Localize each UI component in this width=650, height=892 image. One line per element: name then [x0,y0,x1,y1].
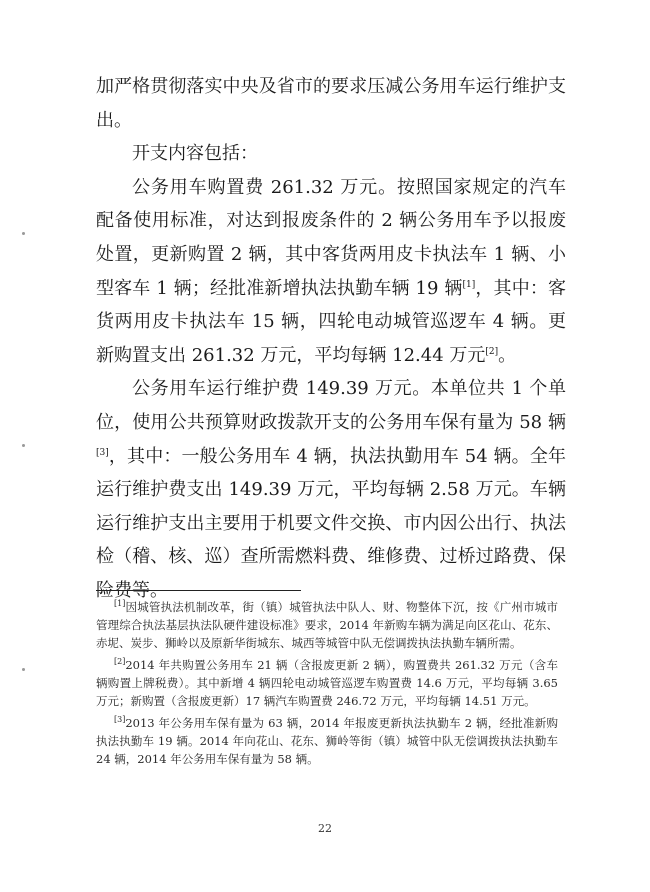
footnote-3 [96,714,558,768]
footnote-text-3: 2013 年公务用车保有量为 63 辆，2014 年报废更新执法执勤车 2 辆，经批准新购执法执勤车 19 辆。2014 年向花山、花东、狮岭等街（镇）城管中队无偿调拨执法执勤车 24 辆，2014 年公务用车保有量为 58 辆。 [96,716,558,766]
vehicle-purchase-text-c: 。 [498,344,517,366]
paragraph-continuation: 加严格贯彻落实中央及省市的要求压减公务用车运行维护支出。 [96,76,566,131]
vehicle-purchase-text-b: ，其中：客货两用皮卡执法车 15 辆，四轮电动城管巡逻车 4 辆。更新购置支出 261.32 万元，平均每辆 12.44 万元 [96,277,567,366]
footnote-mark-1: [1] [114,599,126,609]
vehicle-purchase-text-a: 公务用车购置费 261.32 万元。按照国家规定的汽车配备使用标准，对达到报废条件的 2 辆公务用车予以报废处置，更新购置 2 辆，其中客货两用皮卡执法车 1 辆、小型客车 1 辆；经批准新增执法执勤车辆 19 辆 [96,176,566,299]
footnote-ref-3[interactable]: [3] [96,447,109,458]
paragraph-vehicle-purchase [96,171,566,373]
footnote-text-2: 2014 年共购置公务用车 21 辆（含报废更新 2 辆），购置费共 261.32 万元（含车辆购置上牌税费）。其中新增 4 辆四轮电动城管巡逻车购置费 14.6 万元，平均每辆 3.65 万元；新购置（含报废更新）17 辆汽车购置费 246.72 万元，平均每辆 14.51 万元。 [96,658,558,708]
scan-speck [22,232,25,235]
footnote-divider [96,590,301,591]
footnote-2 [96,656,558,710]
vehicle-maintenance-text-b: ，其中：一般公务用车 4 辆，执法执勤用车 54 辆。全年运行维护费支出 149.39 万元，平均每辆 2.58 万元。车辆运行维护支出主要用于机要文件交换、市内因公出行、执法检（稽、核、巡）查所需燃料费、维修费、过桥过路费、保险费等。 [96,445,566,601]
vehicle-maintenance-text-a: 公务用车运行维护费 149.39 万元。本单位共 1 个单位，使用公共预算财政拨款开支的公务用车保有量为 58 辆 [96,378,566,433]
footnote-ref-1[interactable]: [1] [462,279,476,290]
footnote-text-1: 因城管执法机制改革，街（镇）城管执法中队人、财、物整体下沉，按《广州市城市管理综合执法基层执法队硬件建设标准》要求，2014 年新购车辆为满足向区花山、花东、赤坭、炭步、狮岭以及原新华街城东、城西等城管中队无偿调拨执法执勤车辆所需。 [96,600,558,650]
footnote-mark-3: [3] [114,715,126,725]
scan-speck [22,444,25,447]
footnote-ref-2[interactable]: [2] [485,346,499,357]
scan-speck [22,668,25,671]
body-text [96,70,566,608]
footnotes [96,598,558,772]
footnote-mark-2: [2] [114,657,126,667]
footnote-1 [96,598,558,652]
paragraph-vehicle-maintenance [96,372,566,607]
page-number: 22 [318,822,332,835]
paragraph-expense-intro: 开支内容包括： [132,143,258,165]
